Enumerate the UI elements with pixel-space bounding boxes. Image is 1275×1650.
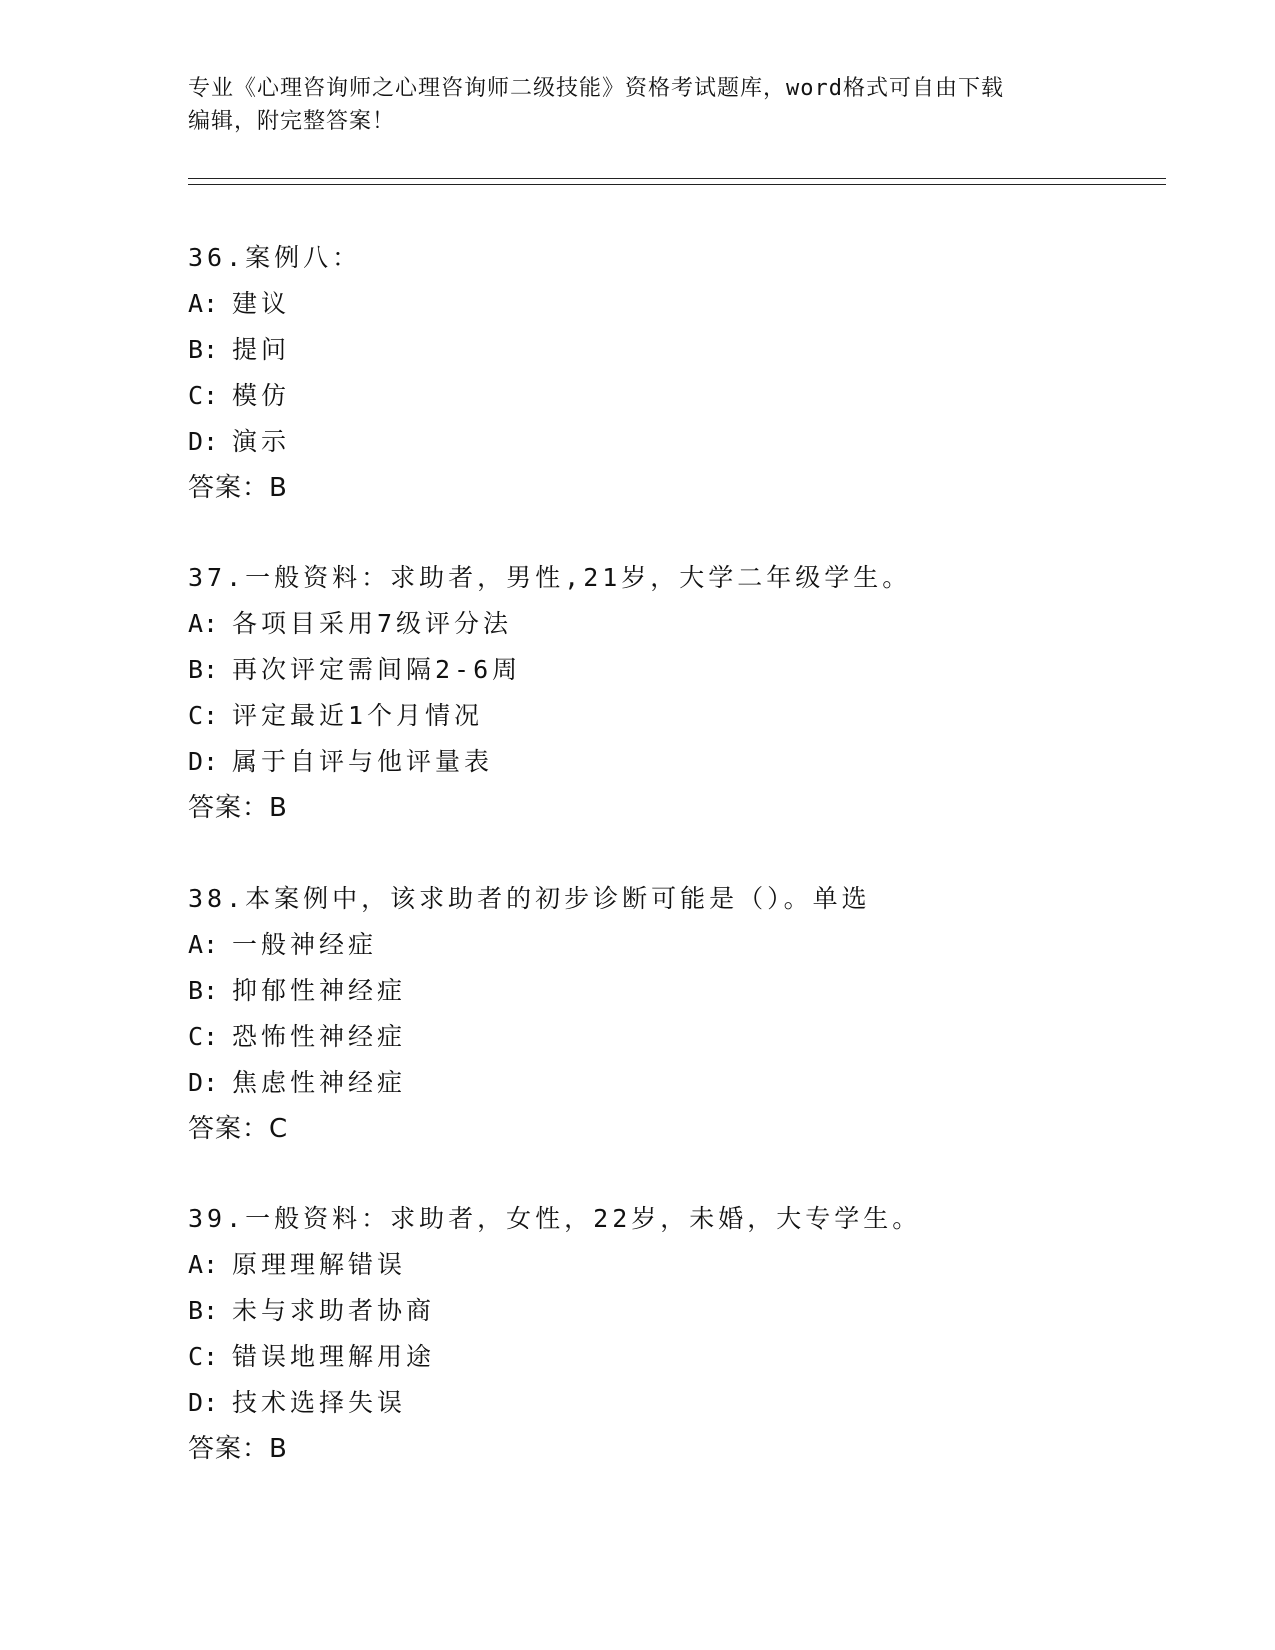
option-key: A: bbox=[188, 289, 219, 318]
option-text: 各项目采用7级评分法 bbox=[232, 609, 513, 638]
option-key: D: bbox=[188, 427, 219, 456]
option-key: B: bbox=[188, 1296, 219, 1325]
option-text: 错误地理解用途 bbox=[232, 1342, 436, 1371]
option-text: 提问 bbox=[232, 335, 291, 364]
option-b bbox=[188, 327, 1168, 373]
question-stem: 39.一般资料：求助者，女性，22岁，未婚，大专学生。 bbox=[188, 1204, 922, 1233]
option-b bbox=[188, 968, 1168, 1014]
question-39 bbox=[188, 1196, 1168, 1472]
option-b bbox=[188, 647, 1168, 693]
option-key: C: bbox=[188, 1342, 219, 1371]
question-36 bbox=[188, 235, 1168, 511]
question-38 bbox=[188, 876, 1168, 1152]
option-c bbox=[188, 693, 1168, 739]
question-stem: 37.一般资料：求助者，男性,21岁，大学二年级学生。 bbox=[188, 563, 912, 592]
option-c bbox=[188, 1334, 1168, 1380]
question-stem: 38.本案例中，该求助者的初步诊断可能是（）。单选 bbox=[188, 884, 871, 913]
option-text: 评定最近1个月情况 bbox=[232, 701, 484, 730]
question-37 bbox=[188, 555, 1168, 831]
option-text: 技术选择失误 bbox=[232, 1388, 407, 1417]
option-b bbox=[188, 1288, 1168, 1334]
option-key: B: bbox=[188, 335, 219, 364]
option-key: B: bbox=[188, 655, 219, 684]
option-a bbox=[188, 1242, 1168, 1288]
header-divider-bottom bbox=[188, 184, 1166, 185]
option-key: D: bbox=[188, 747, 219, 776]
header-divider-top bbox=[188, 178, 1166, 179]
option-key: C: bbox=[188, 1022, 219, 1051]
option-c bbox=[188, 373, 1168, 419]
option-key: D: bbox=[188, 1068, 219, 1097]
option-key: D: bbox=[188, 1388, 219, 1417]
question-stem: 36.案例八： bbox=[188, 243, 362, 272]
option-text: 恐怖性神经症 bbox=[232, 1022, 407, 1051]
option-a bbox=[188, 601, 1168, 647]
option-text: 抑郁性神经症 bbox=[232, 976, 407, 1005]
option-key: B: bbox=[188, 976, 219, 1005]
header-line-1: 专业《心理咨询师之心理咨询师二级技能》资格考试题库，word格式可自由下载 bbox=[188, 76, 1004, 101]
option-d bbox=[188, 1060, 1168, 1106]
option-a bbox=[188, 922, 1168, 968]
option-text: 建议 bbox=[232, 289, 291, 318]
option-key: A: bbox=[188, 1250, 219, 1279]
option-key: C: bbox=[188, 381, 219, 410]
answer-line: 答案：B bbox=[188, 793, 288, 823]
option-a bbox=[188, 281, 1168, 327]
option-text: 再次评定需间隔2-6周 bbox=[232, 655, 522, 684]
option-c bbox=[188, 1014, 1168, 1060]
header-line-2: 编辑，附完整答案！ bbox=[188, 109, 396, 134]
option-key: C: bbox=[188, 701, 219, 730]
answer-line: 答案：B bbox=[188, 1434, 288, 1464]
option-text: 焦虑性神经症 bbox=[232, 1068, 407, 1097]
option-text: 演示 bbox=[232, 427, 291, 456]
option-key: A: bbox=[188, 609, 219, 638]
option-text: 模仿 bbox=[232, 381, 291, 410]
option-d bbox=[188, 419, 1168, 465]
option-text: 属于自评与他评量表 bbox=[232, 747, 494, 776]
option-d bbox=[188, 739, 1168, 785]
document-header bbox=[188, 72, 1088, 138]
answer-line: 答案：C bbox=[188, 1114, 289, 1144]
option-text: 原理理解错误 bbox=[232, 1250, 407, 1279]
option-d bbox=[188, 1380, 1168, 1426]
option-text: 未与求助者协商 bbox=[232, 1296, 436, 1325]
option-text: 一般神经症 bbox=[232, 930, 378, 959]
answer-line: 答案：B bbox=[188, 473, 288, 503]
option-key: A: bbox=[188, 930, 219, 959]
